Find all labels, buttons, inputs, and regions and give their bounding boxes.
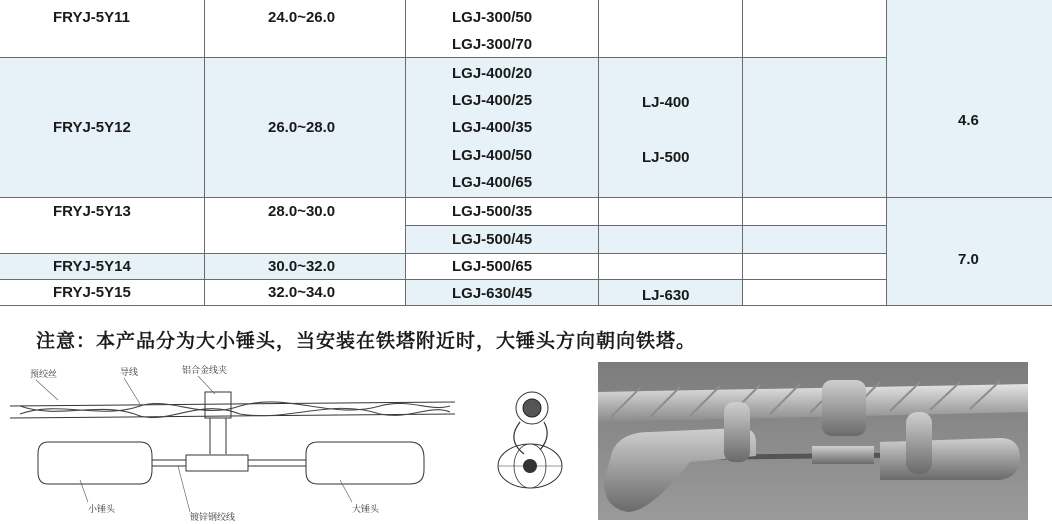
conductor-cell: LGJ-300/50 — [452, 9, 533, 26]
grid-line — [0, 253, 886, 254]
model-cell: FRYJ-5Y14 — [53, 258, 131, 275]
grid-line — [0, 197, 1052, 198]
aluminum-cell: LJ-500 — [642, 149, 690, 166]
range-cell: 24.0~26.0 — [268, 9, 336, 26]
weight-cell: 4.6 — [958, 112, 979, 129]
damper-line-drawing — [10, 364, 455, 523]
grid-line — [405, 0, 406, 306]
grid-line — [204, 0, 205, 306]
model-cell: FRYJ-5Y15 — [53, 284, 131, 301]
damper-product-photo — [598, 362, 1028, 520]
conductor-cell: LGJ-300/70 — [452, 36, 533, 53]
label-clamp: 铝合金线夹 — [182, 366, 228, 376]
weight-cell: 7.0 — [958, 251, 979, 268]
aluminum-cell: LJ-400 — [642, 94, 690, 111]
conductor-cell: LGJ-500/45 — [452, 231, 533, 248]
label-preformed: 预绞丝 — [30, 370, 58, 380]
grid-line — [0, 57, 886, 58]
conductor-cell: LGJ-400/65 — [452, 174, 533, 191]
range-cell: 26.0~28.0 — [268, 119, 336, 136]
grid-line — [742, 0, 743, 306]
model-cell: FRYJ-5Y12 — [53, 119, 131, 136]
label-steel-strand: 镀锌钢绞线 — [190, 513, 236, 523]
label-conductor: 导线 — [120, 368, 139, 378]
aluminum-cell: LJ-630 — [642, 287, 690, 304]
model-cell: FRYJ-5Y11 — [53, 9, 130, 26]
conductor-cell: LGJ-400/50 — [452, 147, 533, 164]
range-cell: 32.0~34.0 — [268, 284, 336, 301]
model-cell: FRYJ-5Y13 — [53, 203, 131, 220]
conductor-cell: LGJ-500/65 — [452, 258, 533, 275]
grid-line — [0, 305, 1052, 306]
conductor-cell: LGJ-400/20 — [452, 65, 533, 82]
conductor-cell: LGJ-630/45 — [452, 285, 533, 302]
row-shade-5y12 — [0, 57, 886, 197]
conductor-cell: LGJ-400/25 — [452, 92, 533, 109]
grid-line — [0, 279, 886, 280]
range-cell: 28.0~30.0 — [268, 203, 336, 220]
grid-line — [886, 0, 887, 306]
grid-line — [405, 225, 886, 226]
label-small-head: 小锤头 — [88, 505, 116, 515]
product-illustrations — [0, 362, 1052, 524]
conductor-cell: LGJ-500/35 — [452, 203, 533, 220]
grid-line — [598, 0, 599, 306]
conductor-cell: LGJ-400/35 — [452, 119, 533, 136]
label-large-head: 大锤头 — [352, 505, 380, 515]
installation-note: 注意：本产品分为大小锤头，当安装在铁塔附近时，大锤头方向朝向铁塔。 — [36, 330, 697, 352]
range-cell: 30.0~32.0 — [268, 258, 336, 275]
damper-side-view — [498, 392, 562, 488]
